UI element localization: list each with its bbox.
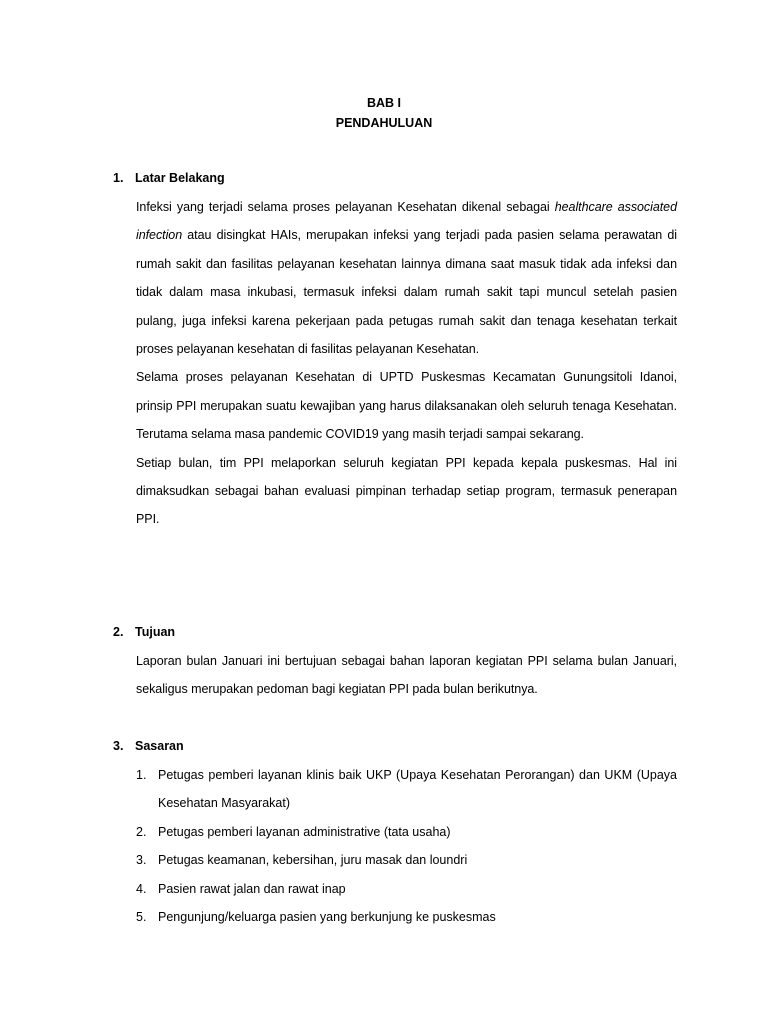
paragraph: [136, 193, 677, 363]
chapter-title: PENDAHULUAN: [335, 116, 433, 130]
section-heading-latar-belakang: [113, 168, 225, 188]
paragraph: Setiap bulan, tim PPI melaporkan seluruh kegiatan PPI kepada kepala puskesmas. Hal ini dimaksudkan sebagai bahan evaluasi pimpinan terhadap setiap program, termasuk penerapan PPI.: [136, 455, 677, 527]
paragraph-italic-term: healthcare associated infection: [136, 200, 677, 243]
section-body-tujuan: [136, 647, 677, 704]
list-item: [136, 903, 677, 931]
paragraph-text: Infeksi yang terjadi selama proses pelayanan Kesehatan dikenal sebagai: [136, 200, 555, 214]
list-item: [136, 761, 677, 818]
list-item: [136, 846, 677, 874]
list-item-number: 4.: [136, 881, 147, 896]
list-item-number: 3.: [136, 853, 147, 868]
section-number: 1.: [113, 171, 124, 185]
list-item-text: Petugas keamanan, kebersihan, juru masak dan loundri: [158, 853, 468, 868]
section-title: Sasaran: [135, 739, 184, 753]
chapter-number: BAB I: [366, 96, 402, 110]
list-item-text: Pasien rawat jalan dan rawat inap: [158, 881, 346, 896]
sasaran-list: [136, 761, 677, 931]
paragraph: Selama proses pelayanan Kesehatan di UPTD Puskesmas Kecamatan Gunungsitoli Idanoi, prinsip PPI merupakan suatu kewajiban yang harus dilaksanakan oleh seluruh tenaga Kesehatan. Terutama selama masa pandemic COVID19 yang masih terjadi sampai sekarang.: [136, 370, 677, 442]
section-title: Latar Belakang: [135, 171, 225, 185]
list-item-text: Pengunjung/keluarga pasien yang berkunjung ke puskesmas: [158, 910, 496, 925]
section-title: Tujuan: [135, 625, 176, 639]
list-item-number: 1.: [136, 768, 147, 782]
section-heading-tujuan: [113, 622, 175, 642]
paragraph-text: atau disingkat HAIs, merupakan infeksi yang terjadi pada pasien selama perawatan di rumah sakit dan fasilitas pelayanan kesehatan lainnya dimana saat masuk tidak ada infeksi dan tidak dalam masa inkubasi, termasuk infeksi dalam rumah sakit tapi muncul setelah pasien pulang, juga infeksi karena pekerjaan pada petugas rumah sakit dan tenaga kesehatan terkait proses pelayanan kesehatan di fasilitas pelayanan Kesehatan.: [136, 228, 677, 357]
list-item: [136, 818, 677, 846]
list-item: [136, 875, 677, 903]
list-item-text: Petugas pemberi layanan klinis baik UKP (Upaya Kesehatan Perorangan) dan UKM (Upaya Kesehatan Masyarakat): [158, 768, 677, 811]
section-number: 2.: [113, 625, 124, 639]
paragraph: Laporan bulan Januari ini bertujuan sebagai bahan laporan kegiatan PPI selama bulan Januari, sekaligus merupakan pedoman bagi kegiatan PPI pada bulan berikutnya.: [136, 654, 677, 697]
list-item-number: 5.: [136, 910, 147, 925]
list-item-number: 2.: [136, 824, 147, 839]
section-heading-sasaran: [113, 736, 184, 756]
list-item-text: Petugas pemberi layanan administrative (tata usaha): [158, 824, 451, 839]
section-body-latar-belakang: [136, 193, 677, 534]
section-number: 3.: [113, 739, 124, 753]
